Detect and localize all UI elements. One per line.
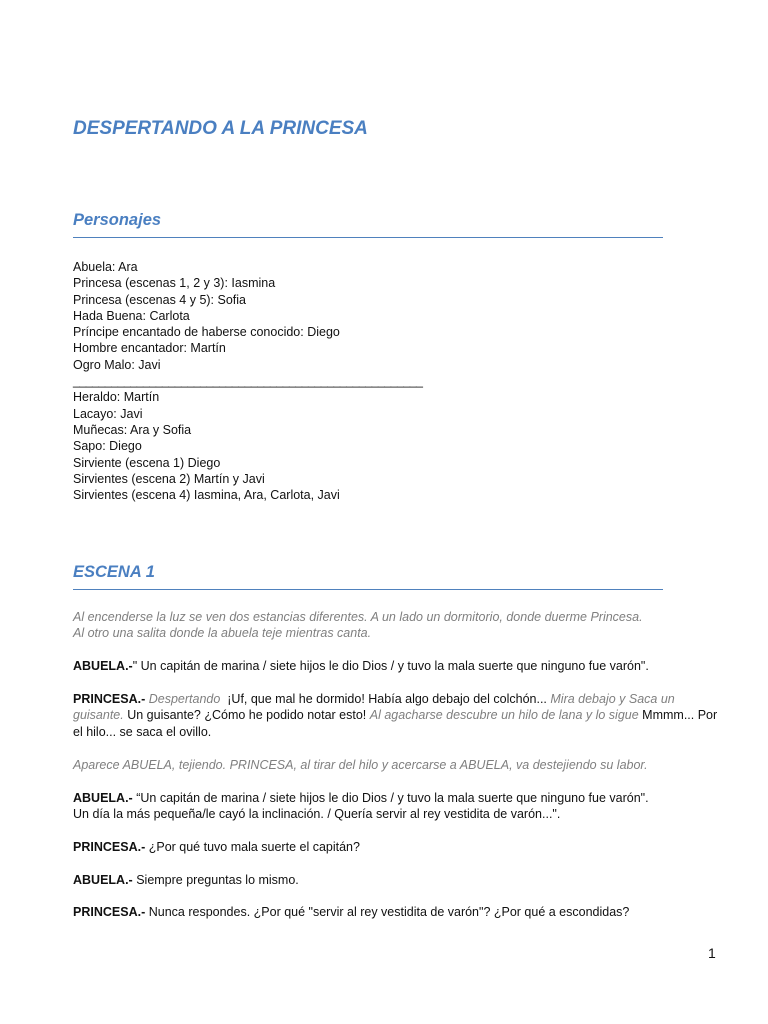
speaker-name: PRINCESA.-	[73, 905, 146, 919]
cast-item: Sirvientes (escena 4) Iasmina, Ara, Carlota, Javi	[73, 488, 340, 503]
dialogue-text: Un día la más pequeña/le cayó la inclinación. / Quería servir al rey vestidita de varón...".	[73, 807, 561, 822]
personajes-heading: Personajes	[73, 211, 663, 238]
dialogue-princesa	[73, 904, 723, 920]
dialogue-text: Mmmm... Por el hilo... se saca el ovillo.	[73, 708, 718, 739]
stage-line: Al encenderse la luz se ven dos estancias diferentes. A un lado un dormitorio, donde duerme Princesa.	[73, 610, 643, 624]
dialogue-abuela	[73, 658, 723, 674]
cast-item: Princesa (escenas 1, 2 y 3): Iasmina	[73, 276, 276, 291]
stage-line: Al otro una salita donde la abuela teje mientras canta.	[73, 626, 372, 641]
dialogue-text: ¿Por qué tuvo mala suerte el capitán?	[148, 840, 360, 854]
dialogue-text: ¡Uf, que mal he dormido! Había algo debajo del colchón...	[227, 692, 547, 706]
document-title: DESPERTANDO A LA PRINCESA	[73, 118, 368, 139]
cast-item: Príncipe encantado de haberse conocido: Diego	[73, 325, 340, 340]
stage-direction	[73, 609, 723, 642]
cast-item: Princesa (escenas 4 y 5): Sofia	[73, 292, 246, 307]
cast-item: Heraldo: Martín	[73, 390, 160, 405]
cast-item: Sapo: Diego	[73, 439, 142, 454]
stage-direction: Aparece ABUELA, tejiendo. PRINCESA, al tirar del hilo y acercarse a ABUELA, va destejiendo su labor.	[73, 758, 648, 772]
cast-item: Hada Buena: Carlota	[73, 308, 190, 323]
speaker-name: PRINCESA.-	[73, 840, 146, 854]
dialogue-text: Un guisante? ¿Cómo he podido notar esto!	[127, 708, 367, 723]
escena-1-heading: ESCENA 1	[73, 563, 663, 590]
cast-list	[73, 259, 422, 503]
dialogue-text: " Un capitán de marina / siete hijos le dio Dios / y tuvo la mala suerte que ninguno fue varón".	[132, 659, 649, 673]
inline-stage-direction: Al agacharse descubre un hilo de lana y lo sigue	[369, 708, 639, 723]
dialogue-text: Siempre preguntas lo mismo.	[136, 873, 299, 887]
dialogue-abuela	[73, 872, 723, 888]
dialogue-princesa	[73, 691, 723, 740]
speaker-name: ABUELA.-	[73, 659, 133, 673]
speaker-name: ABUELA.-	[73, 873, 133, 887]
dialogue-abuela	[73, 790, 723, 823]
inline-stage-direction: Mira debajo y Saca un guisante.	[73, 692, 675, 723]
cast-item: Sirvientes (escena 2) Martín y Javi	[73, 471, 265, 486]
cast-separator: _______________________________________________________	[73, 374, 423, 389]
inline-stage-direction: Despertando	[148, 692, 221, 706]
dialogue-text: “Un capitán de marina / siete hijos le dio Dios / y tuvo la mala suerte que ninguno fue varón".	[136, 791, 649, 805]
cast-item: Lacayo: Javi	[73, 406, 143, 421]
dialogue-text: Nunca respondes. ¿Por qué "servir al rey vestidita de varón"? ¿Por qué a escondidas?	[148, 905, 630, 919]
speaker-name: ABUELA.-	[73, 791, 133, 805]
cast-item: Sirviente (escena 1) Diego	[73, 455, 221, 470]
cast-item: Muñecas: Ara y Sofia	[73, 422, 192, 437]
cast-item: Ogro Malo: Javi	[73, 357, 161, 372]
page-number: 1	[708, 945, 716, 961]
dialogue-princesa	[73, 839, 723, 855]
cast-item: Hombre encantador: Martín	[73, 341, 226, 356]
cast-item: Abuela: Ara	[73, 260, 138, 274]
speaker-name: PRINCESA.-	[73, 692, 146, 706]
